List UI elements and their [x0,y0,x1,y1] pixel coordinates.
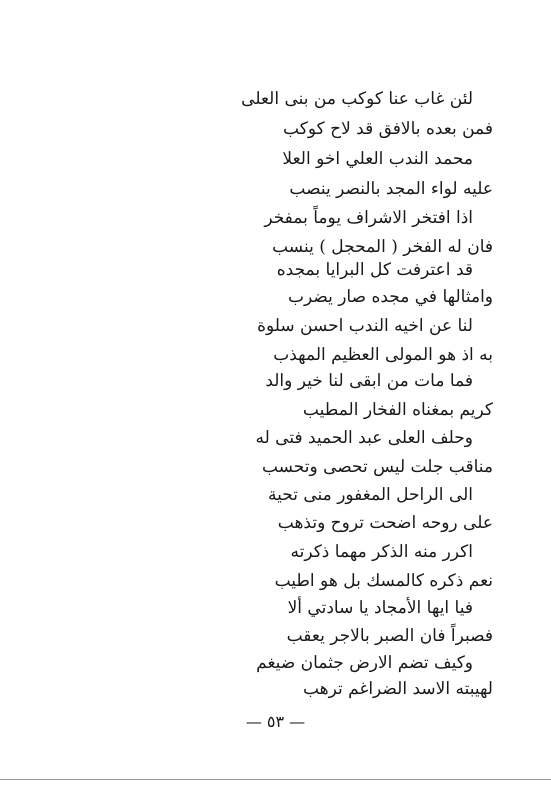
bottom-divider [0,779,551,780]
verse-line-17: اكرر منه الذكر مهما ذكرته [290,542,473,562]
verse-line-3: محمد الندب العلي اخو العلا [282,149,473,169]
verse-line-12: كريم بمغناه الفخار المطيب [302,400,493,420]
verse-line-10: به اذ هو المولى العظيم المهذب [273,345,493,365]
verse-line-18: نعم ذكره كالمسك بل هو اطيب [274,571,493,591]
page-number: — ٥٣ — [245,712,306,731]
verse-line-16: على روحه اضحت تروح وتذهب [277,513,493,533]
verse-line-6: فان له الفخر ( المحجل ) ينسب [272,237,493,257]
verse-line-7: قد اعترفت كل البرايا بمجده [276,260,473,280]
verse-line-5: اذا افتخر الاشراف يوماً بمفخر [264,208,473,228]
verse-line-2: فمن بعده بالافق قد لاح كوكب [283,119,493,139]
verse-line-1: لئن غاب عنا كوكب من بنى العلى [241,89,473,109]
verse-line-13: وحلف العلى عبد الحميد فتى له [255,428,473,448]
verse-line-19: فيا ايها الأمجاد يا سادتي ألا [287,598,473,618]
verse-line-15: الى الراحل المغفور منى تحية [268,485,473,505]
verse-line-11: فما مات من ابقى لنا خير والد [265,371,473,391]
verse-line-9: لنا عن اخيه الندب احسن سلوة [257,316,473,336]
verse-line-21: وكيف تضم الارض جثمان ضيغم [256,653,473,673]
verse-line-20: فصبراً فان الصبر بالاجر يعقب [286,626,493,646]
verse-line-8: وامثالها في مجده صار يضرب [287,287,493,307]
verse-line-14: مناقب جلت ليس تحصى وتحسب [261,457,493,477]
verse-line-4: عليه لواء المجد بالنصر ينصب [289,179,493,199]
verse-line-22: لهيبته الاسد الضراغم ترهب [302,679,493,699]
